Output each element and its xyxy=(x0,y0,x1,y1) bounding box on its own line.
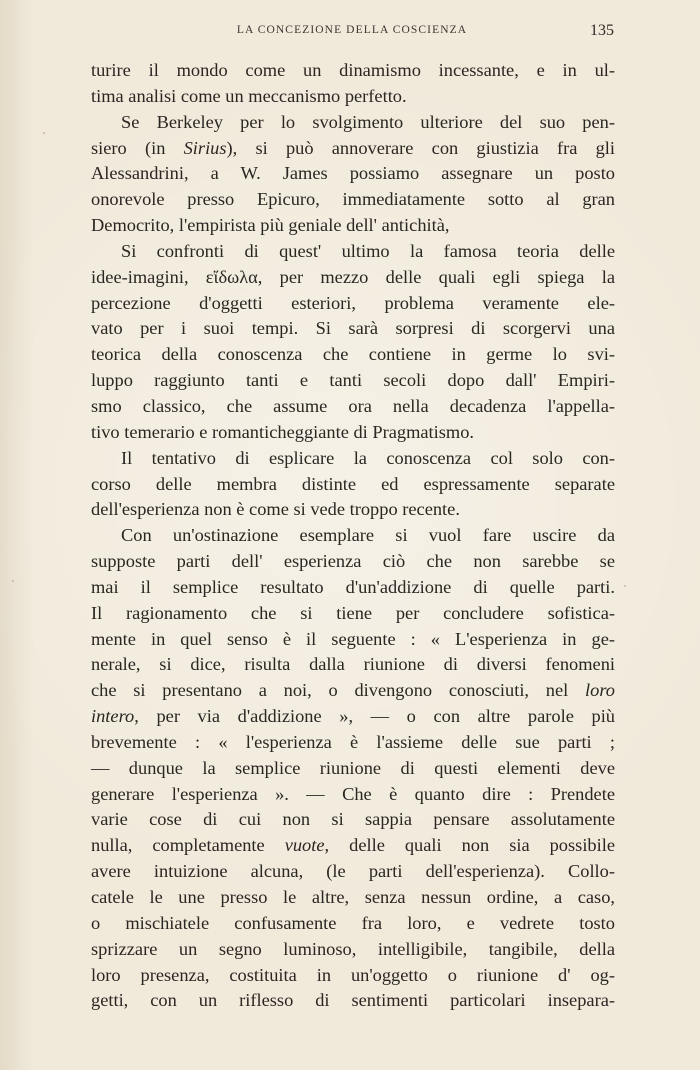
text-segment: , delle quali non sia possibile xyxy=(324,835,615,856)
text-line-2: tima analisi come un meccanismo perfetto. xyxy=(91,85,407,106)
text-line-6: onorevole presso Epicuro, immediatamente sotto al gran xyxy=(91,189,615,210)
text-line-27: brevemente : « l'esperienza è l'assieme delle sue parti ; xyxy=(91,731,615,752)
italic-title: Sirius xyxy=(183,137,227,158)
text-line-18: dell'esperienza non è come si vede troppo recente. xyxy=(91,499,460,520)
text-segment: nulla, completamente xyxy=(91,835,285,856)
text-line-13: luppo raggiunto tanti e tanti secoli dopo dall' Empiri- xyxy=(91,370,615,391)
text-line-11: vato per i suoi tempi. Si sarà sorpresi di scorgervi una xyxy=(91,318,615,339)
text-line-14: smo classico, che assume ora nella decadenza l'appella- xyxy=(91,395,615,416)
text-line-36: loro presenza, costituita in un'oggetto o riunione d' og- xyxy=(91,964,615,985)
text-line-29: generare l'esperienza ». — Che è quanto dire : Prendete xyxy=(91,783,615,804)
text-line-3: Se Berkeley per lo svolgimento ulteriore del suo pen- xyxy=(121,111,615,132)
body-text xyxy=(91,58,615,1058)
text-line-25 xyxy=(91,678,615,704)
text-line-12: teorica della conoscenza che contiene in germe lo svi- xyxy=(91,344,615,365)
text-line-37: getti, con un riflesso di sentimenti particolari insepara- xyxy=(91,990,615,1011)
text-line-35: sprizzare un segno luminoso, intelligibile, tangibile, della xyxy=(91,938,615,959)
text-segment: siero (in xyxy=(91,137,184,158)
text-line-19: Con un'ostinazione esemplare si vuol fare uscire da xyxy=(121,525,615,546)
text-line-1: turire il mondo come un dinamismo incessante, e in ul- xyxy=(91,60,615,80)
text-line-16: Il tentativo di esplicare la conoscenza col solo con- xyxy=(121,447,615,468)
text-line-21: mai il semplice resultato d'un'addizione di quelle parti. xyxy=(91,576,615,597)
text-line-31 xyxy=(91,833,615,859)
paper-speck xyxy=(624,585,626,587)
italic-word: intero xyxy=(91,706,135,727)
text-segment: che si presentano a noi, o divengono conosciuti, nel xyxy=(91,680,586,701)
text-line-30: varie cose di cui non si sappia pensare assolutamente xyxy=(91,809,615,830)
text-line-33: catele le une presso le altre, senza nessun ordine, a caso, xyxy=(91,887,615,907)
text-line-34: o mischiatele confusamente fra loro, e vedrete tosto xyxy=(91,912,615,933)
text-line-4 xyxy=(91,136,615,162)
text-line-15: tivo temerario e romanticheggiante di Pragmatismo. xyxy=(91,421,475,442)
page-number: 135 xyxy=(590,22,614,39)
text-segment: ), si può annoverare con giustizia fra gli xyxy=(226,137,615,158)
page-header xyxy=(90,24,614,44)
paper-speck xyxy=(12,580,14,582)
text-line-22: Il ragionamento che si tiene per concludere sofistica- xyxy=(91,602,615,623)
text-line-28: — dunque la semplice riunione di questi elementi deve xyxy=(91,757,615,778)
text-line-17: corso delle membra distinte ed espressamente separate xyxy=(91,473,615,494)
text-line-24: nerale, si dice, risulta dalla riunione di diversi fenomeni xyxy=(91,654,615,675)
text-line-10: percezione d'oggetti esteriori, problema veramente ele- xyxy=(91,292,615,313)
text-line-26 xyxy=(91,704,615,730)
text-line-32: avere intuizione alcuna, (le parti dell'esperienza). Collo- xyxy=(91,861,615,882)
paper-speck xyxy=(43,132,45,134)
text-line-23: mente in quel senso è il seguente : « L'esperienza in ge- xyxy=(91,628,615,649)
running-title: LA CONCEZIONE DELLA COSCIENZA xyxy=(236,24,468,36)
italic-word: loro xyxy=(585,680,615,701)
text-line-9: idee-imagini, εἴδωλα, per mezzo delle quali egli spiega la xyxy=(91,266,615,287)
italic-word: vuote xyxy=(284,835,325,856)
text-line-7: Democrito, l'empirista più geniale dell' antichità, xyxy=(91,215,450,236)
text-line-5: Alessandrini, a W. James possiamo assegnare un posto xyxy=(91,163,615,184)
text-line-20: supposte parti dell' esperienza ciò che non sarebbe se xyxy=(91,551,615,572)
text-line-8: Si confronti di quest' ultimo la famosa teoria delle xyxy=(121,240,615,261)
text-segment: , per via d'addizione », — o con altre parole più xyxy=(134,706,615,727)
